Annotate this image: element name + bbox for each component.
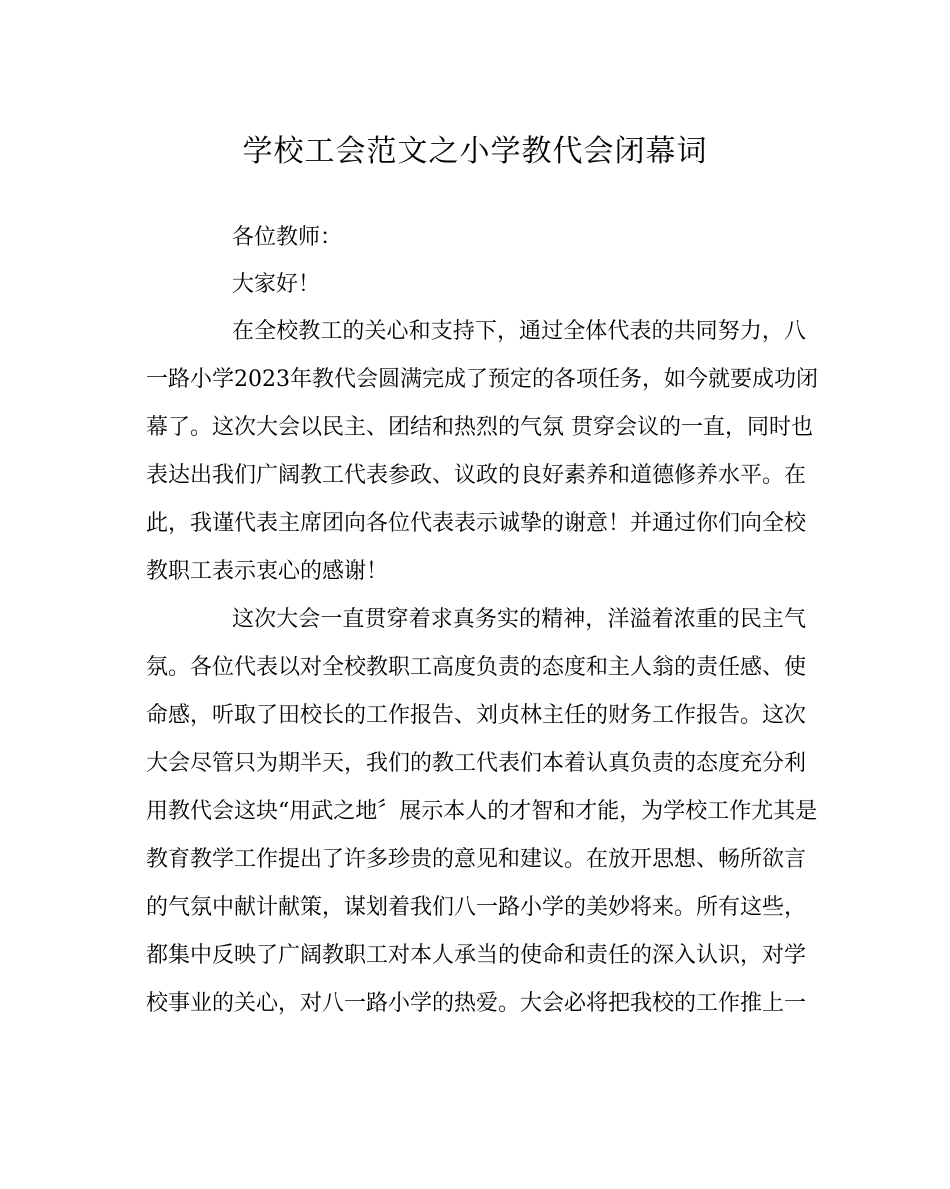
- paragraph-2-line-5: 用教代会这块“用武之地〞展示本人的才智和才能，为学校工作尤其是: [146, 799, 818, 824]
- paragraph-1-line-5: 此，我谨代表主席团向各位代表表示诚挚的谢意！并通过你们向全校: [146, 511, 807, 536]
- paragraph-1-line-6: 教职工表示衷心的感谢！: [146, 559, 389, 584]
- paragraph-2-line-1: 这次大会一直贯穿着求真务实的精神，洋溢着浓重的民主气: [232, 607, 806, 632]
- salutation: 各位教师：: [232, 225, 343, 250]
- paragraph-2-line-6: 教育教学工作提出了许多珍贵的意见和建议。在放开思想、畅所欲言: [146, 847, 807, 872]
- paragraph-2-line-9: 校事业的关心，对八一路小学的热爱。大会必将把我校的工作推上一: [146, 991, 807, 1016]
- paragraph-2-line-3: 命感，听取了田校长的工作报告、刘贞林主任的财务工作报告。这次: [146, 703, 807, 728]
- greeting: 大家好！: [232, 272, 321, 297]
- paragraph-2-line-7: 的气氛中献计献策，谋划着我们八一路小学的美妙将来。所有这些，: [146, 895, 807, 920]
- paragraph-2-line-4: 大会尽管只为期半天，我们的教工代表们本着认真负责的态度充分利: [146, 751, 807, 776]
- paragraph-2-line-2: 氛。各位代表以对全校教职工高度负责的态度和主人翁的责任感、使: [146, 655, 807, 680]
- paragraph-2-line-8: 都集中反映了广阔教职工对本人承当的使命和责任的深入认识，对学: [146, 943, 807, 968]
- paragraph-1-line-1: 在全校教工的关心和支持下，通过全体代表的共同努力，八: [232, 319, 806, 344]
- document-title: 学校工会范文之小学教代会闭幕词: [242, 134, 708, 169]
- paragraph-1-line-3: 幕了。这次大会以民主、团结和热烈的气氛 贯穿会议的一直，同时也: [146, 415, 813, 440]
- paragraph-1-line-2: 一路小学2023年教代会圆满完成了预定的各项任务，如今就要成功闭: [146, 367, 818, 392]
- paragraph-1-line-4: 表达出我们广阔教工代表参政、议政的良好素养和道德修养水平。在: [146, 463, 807, 488]
